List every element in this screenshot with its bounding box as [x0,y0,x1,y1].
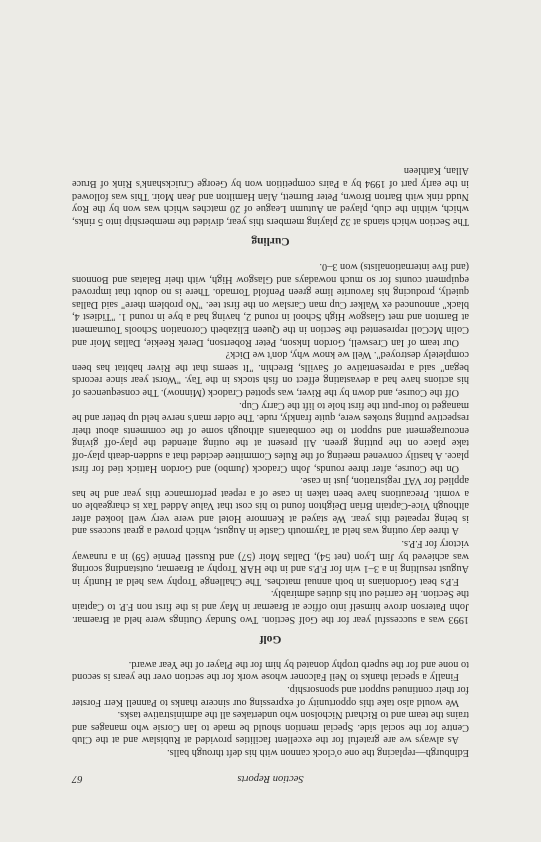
paragraph: Edinburgh—replacing the one o'clock cannon with his deft through balls. [167,747,469,758]
page-number: 67 [72,773,83,784]
paragraph: On the Course, after three rounds, John Cradock (Jumbo) and Gordon Hattick tied for first place. A hastily convened meeting of the Rules Committee decided that a sudden-death play-off take place on the putting green. All present at the outing attended the play-off giving encouragement and support to the combatants although some of the comments about their respective putting strokes were, quite frankly, rude. The older man's nerve held up better and he managed to four-putt the first hole to lift the Carry Cup. [72,399,469,474]
paragraph: We would also take this opportunity of expressing our sincere thanks to Pannell Kerr Forster for their continued support and sponsorship. [72,684,469,708]
paragraph: As always we are grateful for the excellent facilities provided at Rubislaw and at the Club Centre for the social side. Special mention should be made to Ian Corsie who manages and trains the team and to Richard Nicholson who undertakes all the administrative tasks. [72,709,469,746]
paragraph: Our team of Ian Creswell, Gordon Inkson, Peter Robertson, Derek Reekie, Dallas Moir and Colin McColl represented the Section in the Queen Elizabeth Coronation Schools Tournament at Barnton and met Glasgow High School in round 2, having had a bye in round 1. "Tidiest 4, black" announced ex Walker Cup man Carslaw on the first tee. "No problem there" said Dallas quietly, producing his favourite lime green Penfold Tornado. There is no doubt that improved equipment counts for so much nowadays and Glasgow High, with their Balatas and Bonnons (and five internationalists) won 3–0. [72,261,469,348]
section-heading-golf: Golf [259,633,282,646]
page-body [72,164,469,758]
paragraph: A three day outing was held at Taymouth Castle in August, which proved a great success and is being repeated this year. We stayed at Kenmore Hotel and were very well looked after although Vice-Captain Brian Deighton found to his cost that Value Added Tax is chargeable on a vomit. Precautions have been taken in case of a repeat performance this year and he has applied for VAT registration, just in case. [72,475,469,537]
paragraph: 1993 was a successful year for the Golf Section. Two Sunday Outings were held at Braemar. John Paterson drove himself into office at Braemar in May and is the first non F.P. to Captain the Section. He carried out his duties admirably. [72,588,469,625]
paragraph: Finally a special thanks to Neil Falconer whose work for the section over the years is second to none and for the superb trophy donated by him for the Player of the Year award. [72,658,469,683]
page-header [72,768,469,784]
section-heading-curling: Curling [251,235,290,248]
paragraph: The Section which stands at 32 playing members this year, divided the membership into 5 rinks, which, within the club, played an Autumn League of 20 matches which was won by the Roy Nudd rink with Barton Brown, Peter Burnett, Alan Hamilton and Jean Moir. This was followed in the early part of 1994 by a Pairs competition won by George Cruickshank's Rink of Bruce Allan, Kathleen [72,165,469,227]
running-title: Section Reports [237,773,304,784]
paragraph: F.P.s beat Gordonians in both annual matches. The Challenge Trophy was held at Huntly in August resulting in a 3–1 win for F.P.s and in the HAR Trophy at Braemar, outstanding scoring was achieved by Jim Lyon (net 54), Dallas Moir (57) and Russell Pennie (59) in a runaway victory for F.P.s. [72,538,469,587]
paragraph: Off the Course, and down by the River, was spotted Cradock (Minnow). The consequences of his actions have had a devastating effect on fish stocks in the Tay. "Worst year since records began" said a representative of Savills, Brechin. "It seems that the River habitat has been completely destroyed". Well we know why, don't we Dick? [72,349,469,398]
